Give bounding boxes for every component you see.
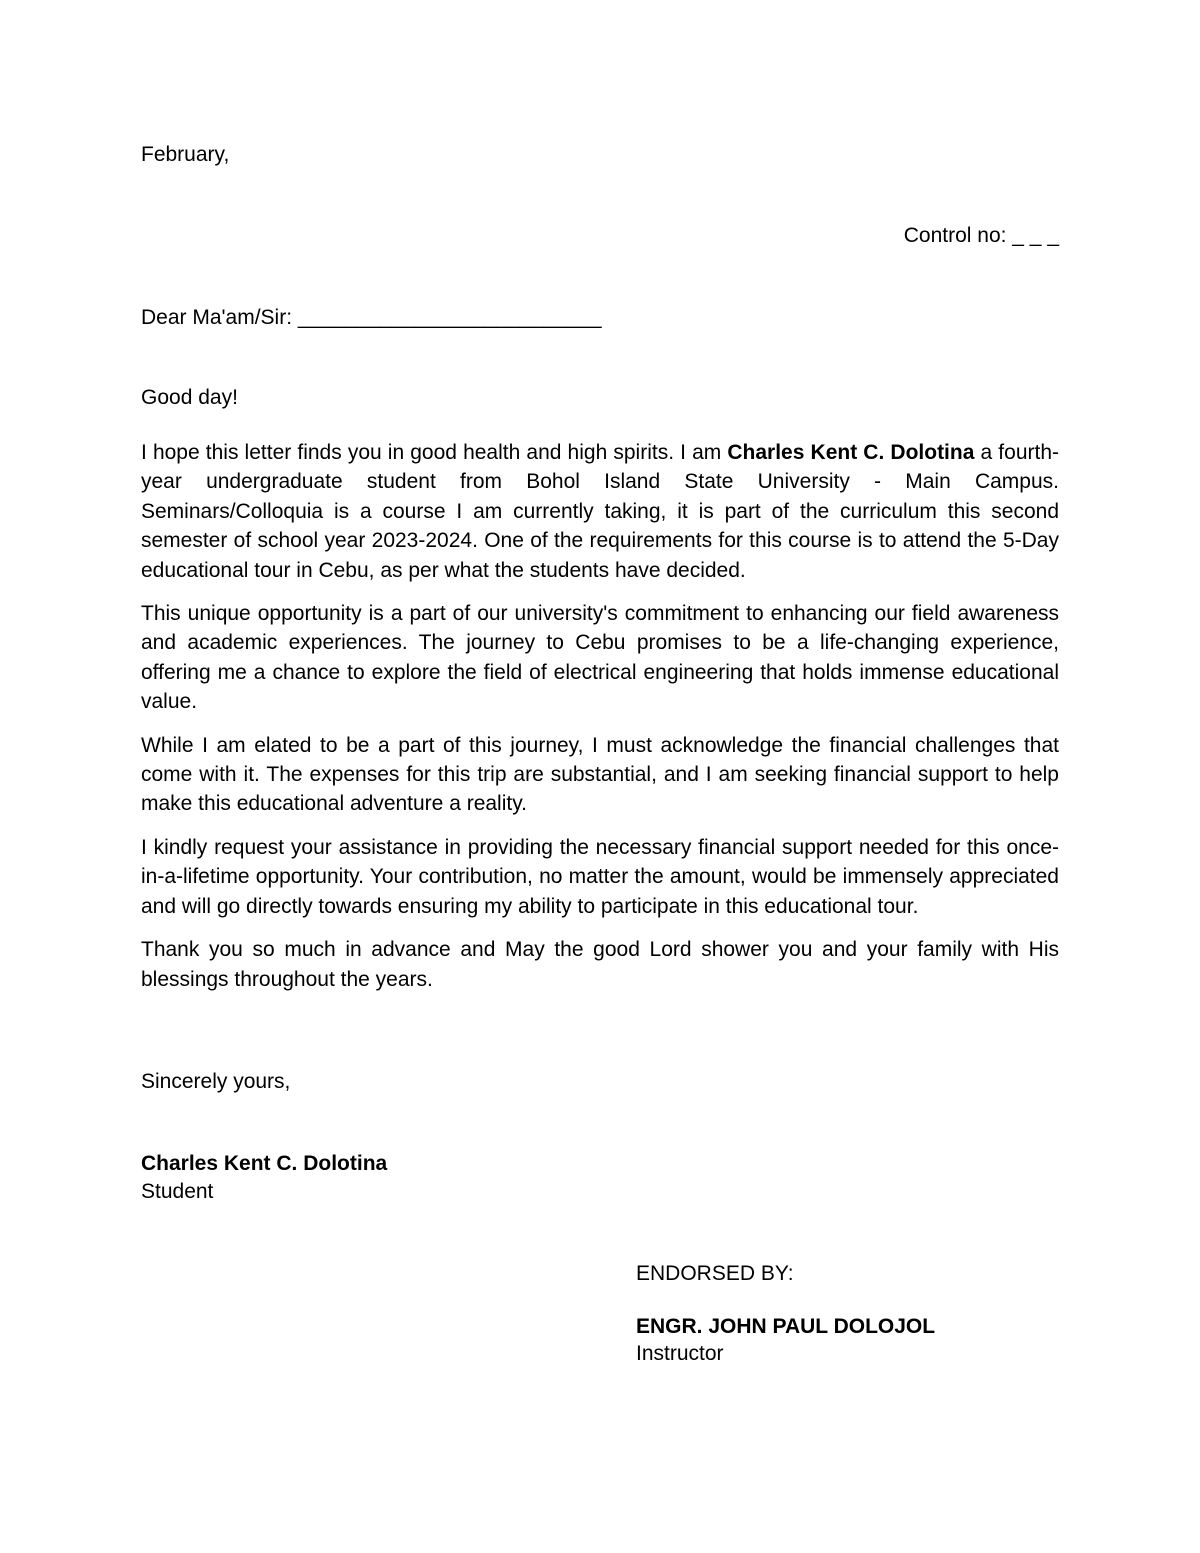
student-name-inline: Charles Kent C. Dolotina [727, 441, 975, 464]
greeting: Good day! [141, 386, 238, 409]
paragraph-request: I kindly request your assistance in providing the necessary financial support needed for this once-in-a-lifetime opportunity. Your contribution, no matter the amount, would be immensely appreciated and will go directly towards ensuring my ability to participate in this educational tour. [141, 835, 1059, 918]
paragraph-intro [141, 438, 1059, 585]
control-number: Control no: _ _ _ [903, 224, 1059, 247]
paragraph-intro-part1: I hope this letter finds you in good health and high spirits. I am [141, 441, 728, 464]
paragraph-financial: While I am elated to be a part of this journey, I must acknowledge the financial challenges that come with it. The expenses for this trip are substantial, and I am seeking financial support to help make this educational adventure a reality. [141, 733, 1059, 816]
paragraph-opportunity: This unique opportunity is a part of our university's commitment to enhancing our field awareness and academic experiences. The journey to Cebu promises to be a life-changing experience, offering me a chance to explore the field of electrical engineering that holds immense educational value. [141, 602, 1059, 714]
endorser-role: Instructor [636, 1342, 724, 1365]
salutation: Dear Ma'am/Sir: __________________________ [141, 306, 602, 329]
endorser-name: ENGR. JOHN PAUL DOLOJOL [636, 1315, 936, 1338]
paragraph-thanks: Thank you so much in advance and May the good Lord shower you and your family with His blessings throughout the years. [141, 938, 1059, 991]
letter-date: February, [141, 143, 230, 166]
signatory-name: Charles Kent C. Dolotina [141, 1152, 388, 1175]
letter-body [141, 438, 1059, 1008]
paragraph-intro-part2: a fourth-year undergraduate student from Bohol Island State University - Main Campus. Seminars/Colloquia is a course I am currently taking, it is part of the curriculum this second semester of school year 2023-2024. One of the requirements for this course is to attend the 5-Day educational tour in Cebu, as per what the students have decided. [141, 441, 1059, 582]
signatory-role: Student [141, 1180, 214, 1203]
closing: Sincerely yours, [141, 1070, 291, 1093]
endorsed-by-label: ENDORSED BY: [636, 1262, 794, 1285]
